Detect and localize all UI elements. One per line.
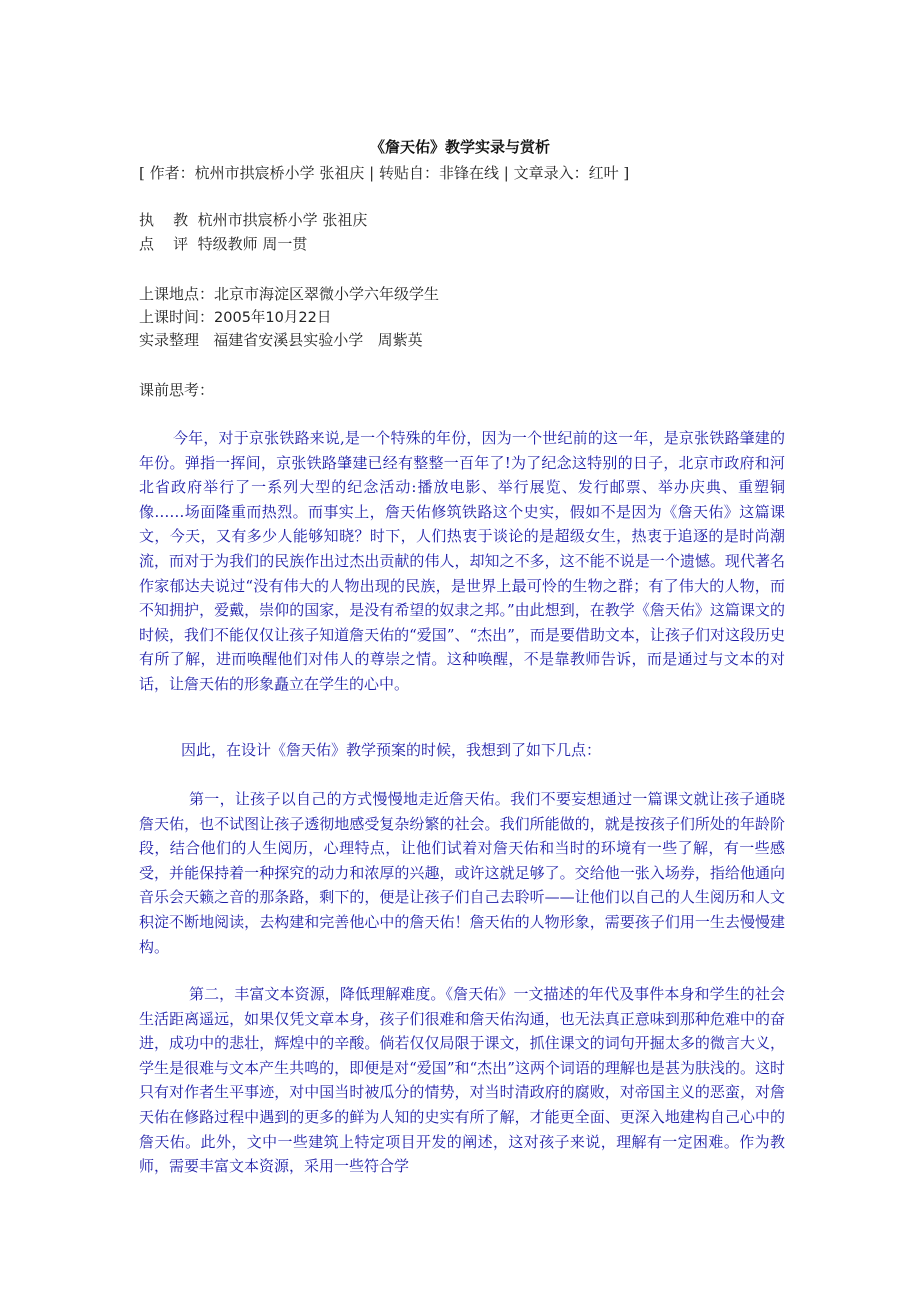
paragraph-1: 今年，对于京张铁路来说,是一个特殊的年份，因为一个世纪前的这一年，是京张铁路肇建的年份。弹指一挥间，京张铁路肇建已经有整整一百年了!为了纪念这特别的日子，北京市政府和河北省政府举行了一系列大型的纪念活动:播放电影、举行展览、发行邮票、举办庆典、重塑铜像……场面隆重而热烈。而事实上，詹天佑修筑铁路这个史实，假如不是因为《詹天佑》这篇课文，今天，又有多少人能够知晓？时下，人们热衷于谈论的是超级女生，热衷于追逐的是时尚潮流，而对于为我们的民族作出过杰出贡献的伟人，却知之不多，这不能不说是一个遗憾。现代著名作家郁达夫说过“没有伟大的人物出现的民族，是世界上最可怜的生物之群；有了伟大的人物，而不知拥护，爱戴，崇仰的国家，是没有希望的奴隶之邦。”由此想到，在教学《詹天佑》这篇课文的时候，我们不能仅仅让孩子知道詹天佑的“爱国”、“杰出”，而是要借助文本，让孩子们对这段历史有所了解，进而唤醒他们对伟人的尊崇之情。这种唤醒，不是靠教师告诉，而是通过与文本的对话，让詹天佑的形象矗立在学生的心中。 [139,429,785,693]
time-label: 上课时间： [139,308,215,326]
byline: [ 作者：杭州市拱宸桥小学 张祖庆 | 转贴自：非锋在线 | 文章录入：红叶 ] [139,164,630,182]
recorder-line: 实录整理 福建省安溪县实验小学 周紫英 [139,331,423,349]
commentary-value: 特级教师 周一贯 [197,235,308,253]
time-line [139,306,331,329]
commentary-label: 点 评 [139,235,189,253]
paragraph-3: 第一，让孩子以自己的方式慢慢地走近詹天佑。我们不要妄想通过一篇课文就让孩子通晓詹天佑，也不试图让孩子透彻地感受复杂纷繁的社会。我们所能做的，就是按孩子们所处的年龄阶段，结合他们的人生阅历，心理特点，让他们试着对詹天佑和当时的环境有一些了解，有一些感受，并能保持着一种探究的动力和浓厚的兴趣，或许这就足够了。交给他一张入场券，指给他通向音乐会天籁之音的那条路，剩下的，便是让孩子们自己去聆听——让他们以自己的人生阅历和人文积淀不断地阅读，去构建和完善他心中的詹天佑！詹天佑的人物形象，需要孩子们用一生去慢慢建构。 [139,790,785,956]
paragraph-2: 因此，在设计《詹天佑》教学预案的时候，我想到了如下几点： [181,741,602,759]
time-value: 2005年10月22日 [214,310,332,326]
location-line: 上课地点：北京市海淀区翠微小学六年级学生 [139,285,440,303]
teacher-label: 执 教 [139,211,189,229]
commentary-line [139,233,307,255]
pre-thoughts-heading: 课前思考： [139,381,215,399]
teacher-line [139,209,367,231]
paragraph-4: 第二，丰富文本资源，降低理解难度。《詹天佑》一文描述的年代及事件本身和学生的社会生活距离遥远，如果仅凭文章本身，孩子们很难和詹天佑沟通，也无法真正意味到那种危难中的奋进，成功中的悲壮，辉煌中的辛酸。倘若仅仅局限于课文，抓住课文的词句开掘太多的微言大义，学生是很难与文本产生共鸣的，即便是对“爱国”和“杰出”这两个词语的理解也是甚为肤浅的。这时只有对作者生平事迹，对中国当时被瓜分的情势，对当时清政府的腐败，对帝国主义的恶蛮，对詹天佑在修路过程中遇到的更多的鲜为人知的史实有所了解，才能更全面、更深入地建构自己心中的詹天佑。此外，文中一些建筑上特定项目开发的阐述，这对孩子来说，理解有一定困难。作为教师，需要丰富文本资源，采用一些符合学 [139,985,785,1176]
article-title: 《詹天佑》教学实录与赏析 [369,138,550,156]
teacher-value: 杭州市拱宸桥小学 张祖庆 [197,211,368,229]
